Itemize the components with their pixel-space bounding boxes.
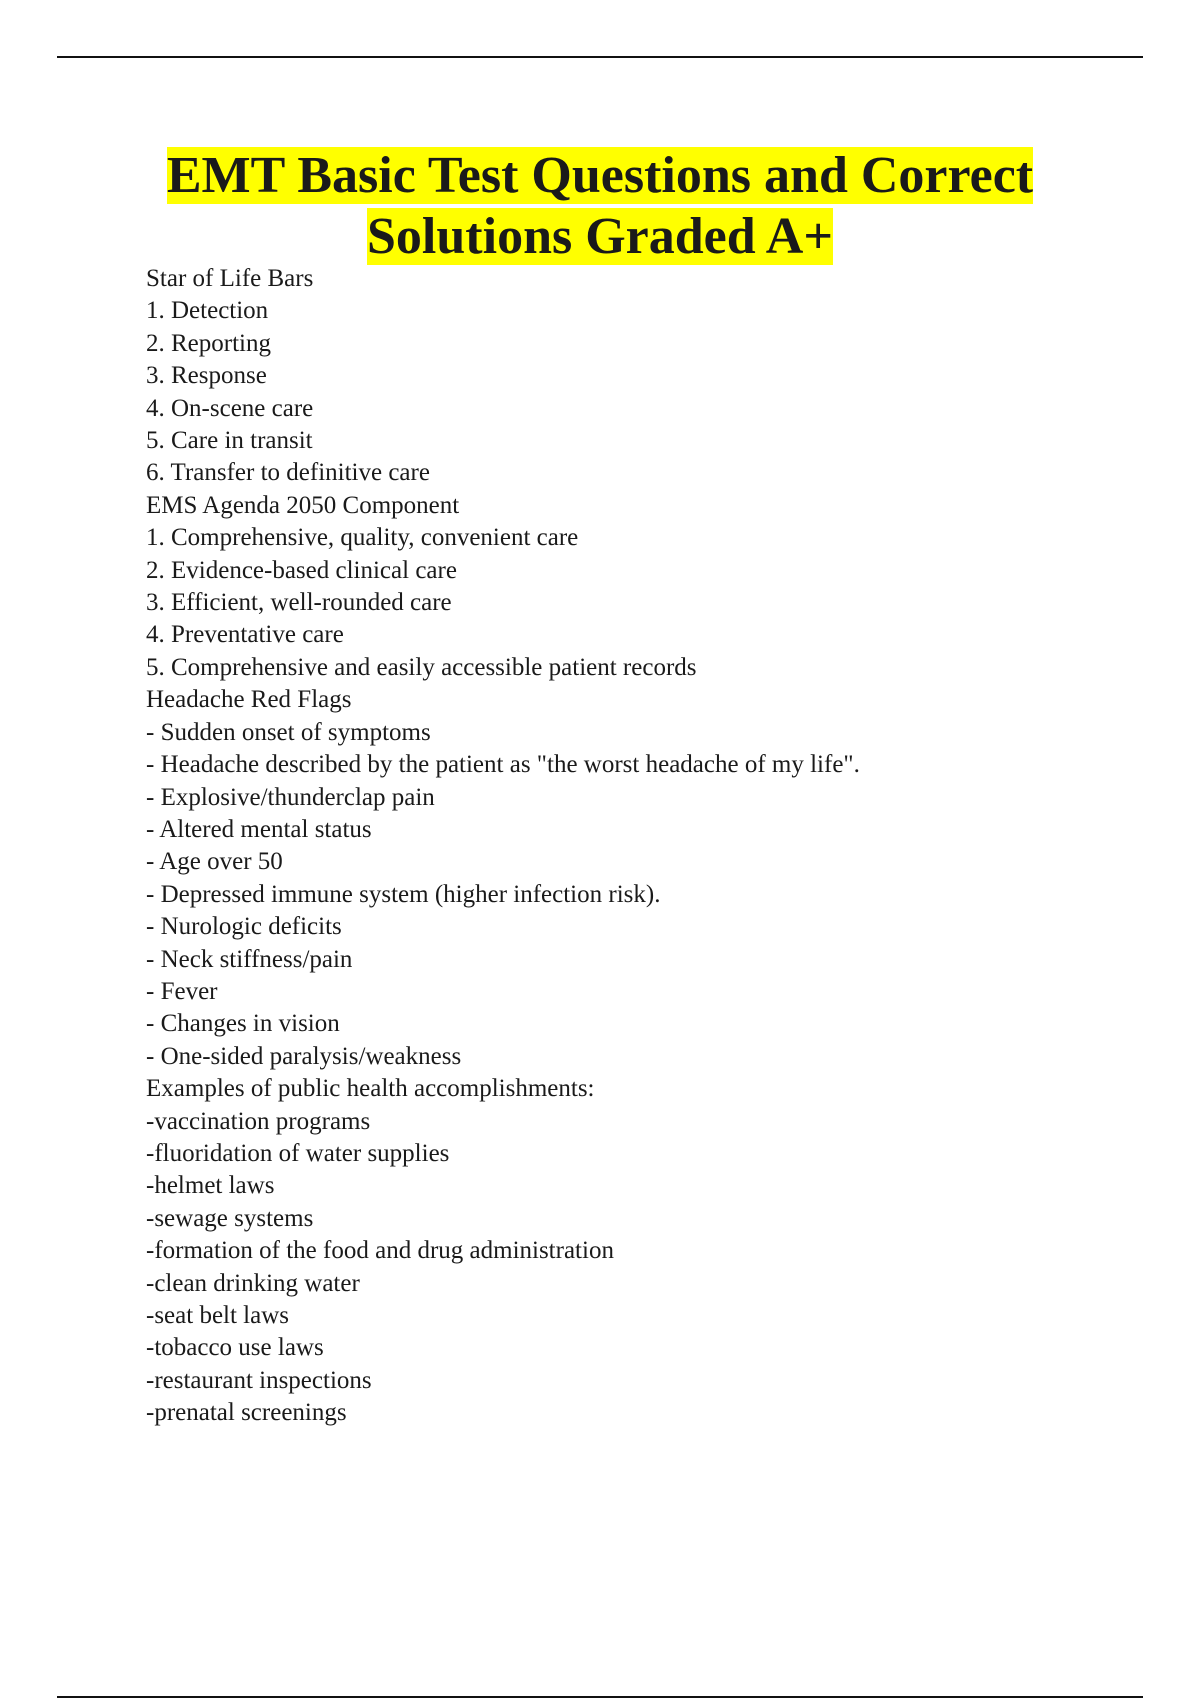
section-heading-ems-agenda: EMS Agenda 2050 Component: [146, 491, 460, 519]
list-item: - Changes in vision: [146, 1010, 340, 1038]
list-item: -fluoridation of water supplies: [146, 1139, 450, 1167]
list-item: 6. Transfer to definitive care: [146, 459, 430, 487]
list-item: -sewage systems: [146, 1204, 314, 1232]
list-item: -formation of the food and drug administration: [146, 1237, 614, 1265]
list-item: 4. On-scene care: [146, 394, 314, 422]
list-item: 2. Evidence-based clinical care: [146, 556, 457, 584]
list-item: - Age over 50: [146, 848, 283, 876]
list-item: - Fever: [146, 977, 218, 1005]
list-item: 5. Care in transit: [146, 427, 313, 455]
list-item: - Sudden onset of symptoms: [146, 718, 431, 746]
list-item: - Headache described by the patient as "the worst headache of my life".: [146, 751, 860, 779]
section-heading-headache-red-flags: Headache Red Flags: [146, 686, 352, 714]
title-line-1: EMT Basic Test Questions and Correct: [166, 147, 1034, 204]
document-body: [146, 263, 1146, 1430]
list-item: - Neck stiffness/pain: [146, 945, 353, 973]
list-item: -tobacco use laws: [146, 1334, 324, 1362]
header-rule: [57, 56, 1143, 58]
section-heading-star-of-life: Star of Life Bars: [146, 265, 314, 292]
list-item: -clean drinking water: [146, 1269, 360, 1297]
list-item: -restaurant inspections: [146, 1366, 372, 1394]
list-item: -prenatal screenings: [146, 1399, 347, 1427]
list-item: - Explosive/thunderclap pain: [146, 783, 435, 811]
list-item: - Depressed immune system (higher infection risk).: [146, 880, 661, 908]
list-item: - One-sided paralysis/weakness: [146, 1042, 462, 1070]
list-item: -helmet laws: [146, 1172, 275, 1200]
list-item: -vaccination programs: [146, 1107, 371, 1135]
footer-rule: [57, 1696, 1143, 1698]
list-item: - Nurologic deficits: [146, 913, 342, 941]
list-item: 1. Comprehensive, quality, convenient care: [146, 524, 579, 552]
list-item: 5. Comprehensive and easily accessible patient records: [146, 653, 697, 681]
list-item: -seat belt laws: [146, 1302, 290, 1329]
list-item: - Altered mental status: [146, 815, 372, 843]
list-item: 2. Reporting: [146, 329, 271, 357]
list-item: 4. Preventative care: [146, 621, 344, 649]
document-title: [80, 145, 1120, 267]
section-heading-public-health: Examples of public health accomplishments:: [146, 1075, 595, 1103]
list-item: 3. Response: [146, 362, 267, 390]
list-item: 1. Detection: [146, 297, 269, 325]
list-item: 3. Efficient, well-rounded care: [146, 589, 452, 617]
title-line-2: Solutions Graded A+: [367, 208, 833, 265]
